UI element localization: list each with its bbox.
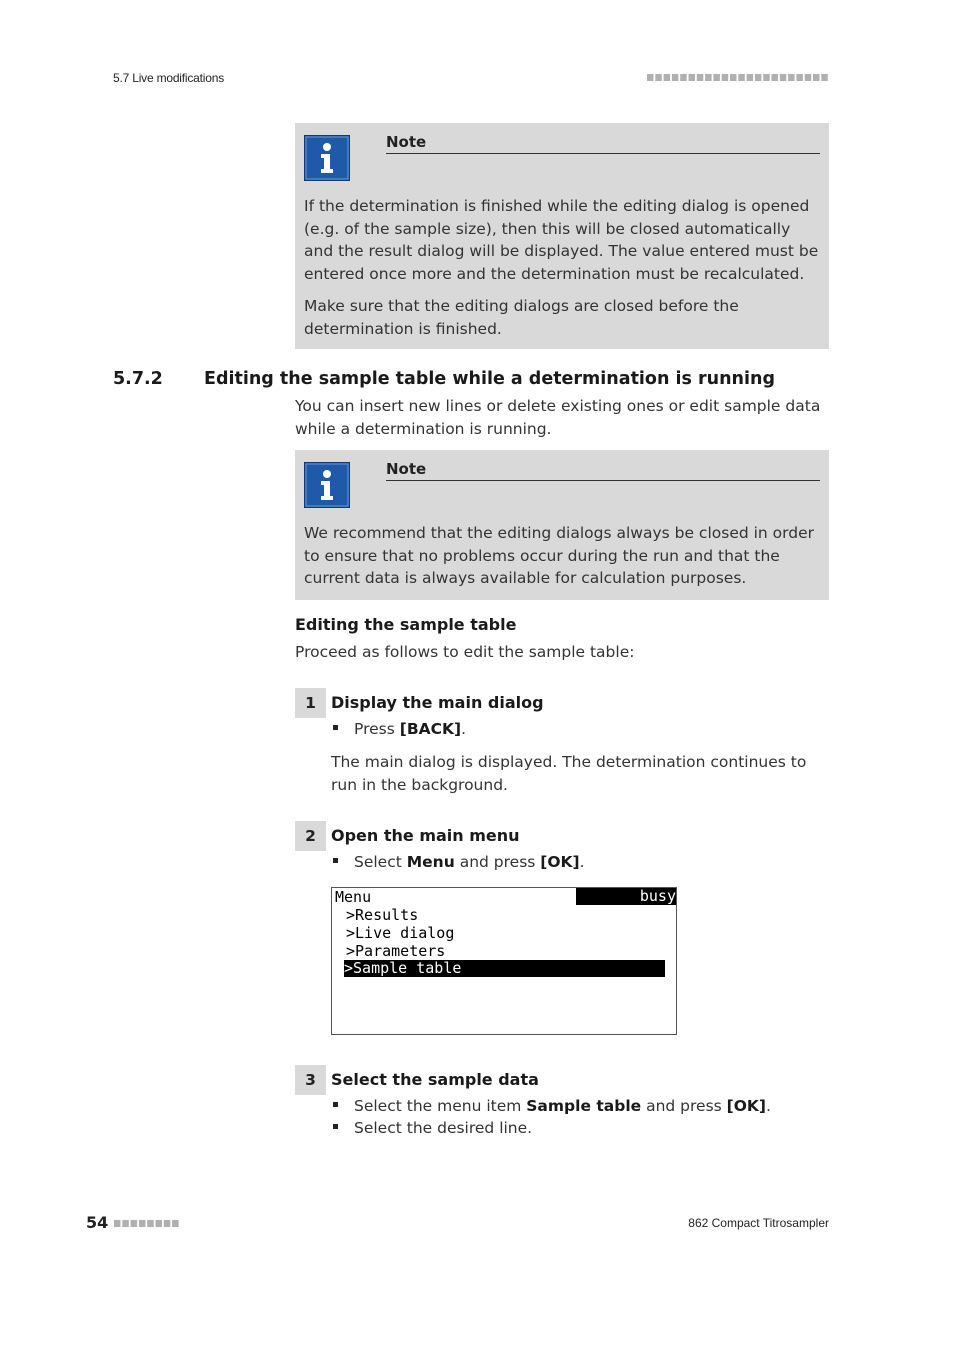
rule-dot (697, 74, 704, 81)
footer-dot-rule (114, 1220, 182, 1227)
key-back: [BACK] (399, 720, 462, 738)
step-1-result: The main dialog is displayed. The determination continues to run in the background. (331, 753, 807, 794)
step-number-3: 3 (295, 1065, 326, 1095)
rule-dot (805, 74, 812, 81)
rule-dot (147, 1220, 154, 1227)
lcd-menu-item-sample-table-selected: >Sample table (344, 960, 665, 977)
rule-dot (788, 74, 795, 81)
rule-dot (722, 74, 729, 81)
bullet-square-icon (333, 858, 338, 863)
note-title: Note (386, 460, 820, 481)
running-header-section: 5.7 Live modifications (113, 71, 224, 85)
rule-dot (821, 74, 828, 81)
note-paragraph: Make sure that the editing dialogs are closed before the determination is finished. (304, 297, 739, 338)
rule-dot (796, 74, 803, 81)
rule-dot (139, 1220, 146, 1227)
rule-dot (122, 1220, 129, 1227)
rule-dot (172, 1220, 179, 1227)
rule-dot (664, 74, 671, 81)
section-title: Editing the sample table while a determination is running (204, 369, 775, 389)
info-icon (304, 135, 350, 181)
rule-dot (747, 74, 754, 81)
bullet-square-icon (333, 1124, 338, 1129)
key-ok: [OK] (726, 1097, 767, 1115)
step-title-2: Open the main menu (331, 826, 520, 845)
rule-dot (680, 74, 687, 81)
lcd-title: Menu (335, 888, 372, 906)
header-dot-rule (647, 74, 829, 81)
rule-dot (672, 74, 679, 81)
rule-dot (780, 74, 787, 81)
section-number: 5.7.2 (113, 369, 163, 389)
step-1-bullet: Press [BACK]. (333, 720, 466, 738)
step-number-2: 2 (295, 821, 326, 851)
step-3-bullet-2: Select the desired line. (333, 1119, 532, 1137)
rule-dot (705, 74, 712, 81)
rule-dot (647, 74, 654, 81)
rule-dot (713, 74, 720, 81)
rule-dot (655, 74, 662, 81)
lcd-menu-item-parameters: >Parameters (346, 942, 446, 960)
rule-dot (738, 74, 745, 81)
step-number-1: 1 (295, 688, 326, 718)
note-box-1 (295, 123, 829, 349)
rule-dot (689, 74, 696, 81)
note-paragraph: We recommend that the editing dialogs always be closed in order to ensure that no problems occur during the run and that the current data is always available for calculation purposes. (304, 524, 815, 587)
lcd-menu-item-live-dialog: >Live dialog (346, 924, 455, 942)
bullet-square-icon (333, 1102, 338, 1107)
note-body (304, 522, 820, 600)
rule-dot (164, 1220, 171, 1227)
note-body (304, 195, 820, 350)
bullet-square-icon (333, 725, 338, 730)
menu-term: Menu (406, 853, 455, 871)
info-icon (304, 462, 350, 508)
page-number: 54 (86, 1213, 109, 1232)
device-display-menu (331, 887, 677, 1035)
product-name: 862 Compact Titrosampler (688, 1216, 829, 1230)
note-title: Note (386, 133, 820, 154)
note-box-2 (295, 450, 829, 600)
rule-dot (763, 74, 770, 81)
subsection-title: Editing the sample table (295, 615, 517, 634)
rule-dot (131, 1220, 138, 1227)
step-title-1: Display the main dialog (331, 693, 544, 712)
lcd-status-busy: busy (576, 888, 676, 905)
step-2-bullet: Select Menu and press [OK]. (333, 853, 585, 871)
step-title-3: Select the sample data (331, 1070, 539, 1089)
rule-dot (755, 74, 762, 81)
rule-dot (772, 74, 779, 81)
step-3-bullet-1: Select the menu item Sample table and press [OK]. (333, 1097, 771, 1115)
rule-dot (730, 74, 737, 81)
section-intro: You can insert new lines or delete existing ones or edit sample data while a determination is running. (295, 397, 821, 438)
rule-dot (813, 74, 820, 81)
subsection-intro: Proceed as follows to edit the sample table: (295, 643, 635, 661)
menu-item-term: Sample table (526, 1097, 642, 1115)
rule-dot (114, 1220, 121, 1227)
note-paragraph: If the determination is finished while the editing dialog is opened (e.g. of the sample size), then this will be closed automatically and the result dialog will be displayed. The value entered must be entered once more and the determination must be recalculated. (304, 197, 819, 283)
rule-dot (156, 1220, 163, 1227)
lcd-menu-item-results: >Results (346, 906, 419, 924)
key-ok: [OK] (540, 853, 580, 871)
